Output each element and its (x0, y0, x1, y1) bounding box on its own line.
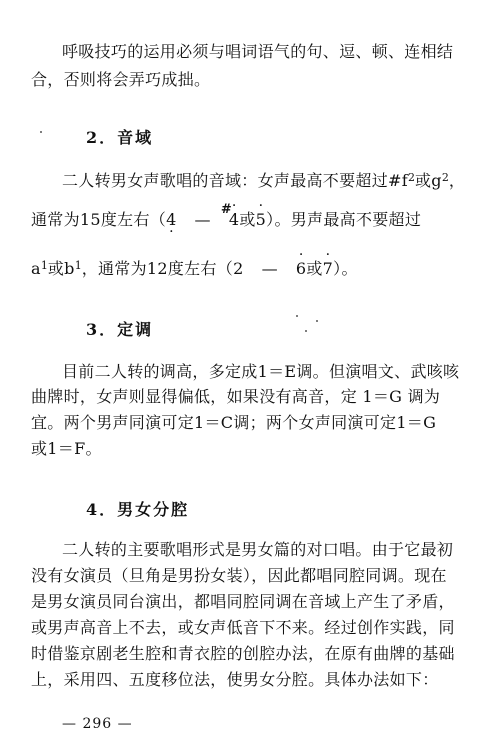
body-line: 时借鉴京剧老生腔和青衣腔的创腔办法，在原有曲牌的基础 (31, 644, 455, 663)
body-line (62, 168, 465, 191)
section-heading: 3．定调 (86, 320, 154, 339)
body-text: ， (448, 171, 466, 190)
body-line (31, 202, 422, 230)
body-text: 或 (414, 171, 432, 190)
body-text: 或 (47, 259, 65, 278)
body-text: 通常为15度左右（ (31, 210, 167, 229)
body-text: 二人转男女声歌唱的音域：女声最高不要超过 (62, 171, 389, 190)
section-heading: 2．音域 (86, 128, 154, 147)
scan-speck (305, 330, 307, 332)
body-text: 或 (306, 259, 323, 278)
body-line: 曲牌时，女声则显得偏低，如果没有高音，定 1＝G 调为 (31, 387, 441, 406)
body-line: 或男声高音上不去，或女声低音下不来。经过创作实践，同 (31, 618, 455, 637)
jianpu-note (220, 202, 240, 230)
body-line: 是男女演员同台演出，都唱同腔同调在音域上产生了矛盾， (31, 592, 455, 611)
body-line: 目前二人转的调高，多定成1＝E调。但演唱文、武咳咳 (62, 362, 460, 381)
body-line: 呼吸技巧的运用必须与唱词语气的句、逗、顿、连相结 (62, 42, 454, 61)
body-line: 合，否则将会弄巧成拙。 (31, 70, 211, 89)
body-line: 上，采用四、五度移位法，使男女分腔。具体办法如下： (31, 670, 439, 689)
body-text: ，通常为12度左右（ (81, 259, 234, 278)
dash: — (194, 210, 211, 229)
body-line: 宜。两个男声同演可定1＝C调；两个女声同演可定1＝G (31, 413, 437, 432)
sharp-sign: · # (220, 202, 233, 217)
body-line: 没有女演员（旦角是男扮女装），因此都唱同腔同调。现在 (31, 566, 447, 585)
jianpu-note: · 6 (296, 259, 306, 279)
note-digit: 4 (228, 210, 240, 229)
scan-speck (296, 315, 298, 317)
note-name: g (431, 171, 442, 190)
body-text: ）。 (333, 259, 358, 278)
note-name: #f (388, 171, 408, 190)
jianpu-note: · 7 (323, 259, 333, 279)
octave-mark: 2 (407, 171, 415, 184)
scan-speck (316, 320, 318, 322)
octave-mark: 1 (74, 259, 82, 272)
octave-mark: 2 (441, 171, 449, 184)
body-text: ）。男声最高不要超过 (266, 210, 422, 229)
body-line: 二人转的主要歌唱形式是男女篇的对口唱。由于它最初 (62, 540, 454, 559)
jianpu-note: · 5 (256, 210, 266, 230)
dash: — (261, 259, 278, 278)
section-heading: 4．男女分腔 (86, 500, 190, 519)
body-text: 或 (239, 210, 256, 229)
body-line (31, 256, 358, 279)
scan-speck (40, 131, 42, 133)
page-number: — 296 — (62, 716, 133, 732)
note-name: b (64, 259, 75, 278)
jianpu-note: 2 (233, 259, 244, 278)
jianpu-note: 4 · (166, 210, 176, 230)
octave-mark: 1 (40, 259, 48, 272)
note-name: a (31, 259, 41, 278)
body-line: 或1＝F。 (31, 439, 102, 458)
